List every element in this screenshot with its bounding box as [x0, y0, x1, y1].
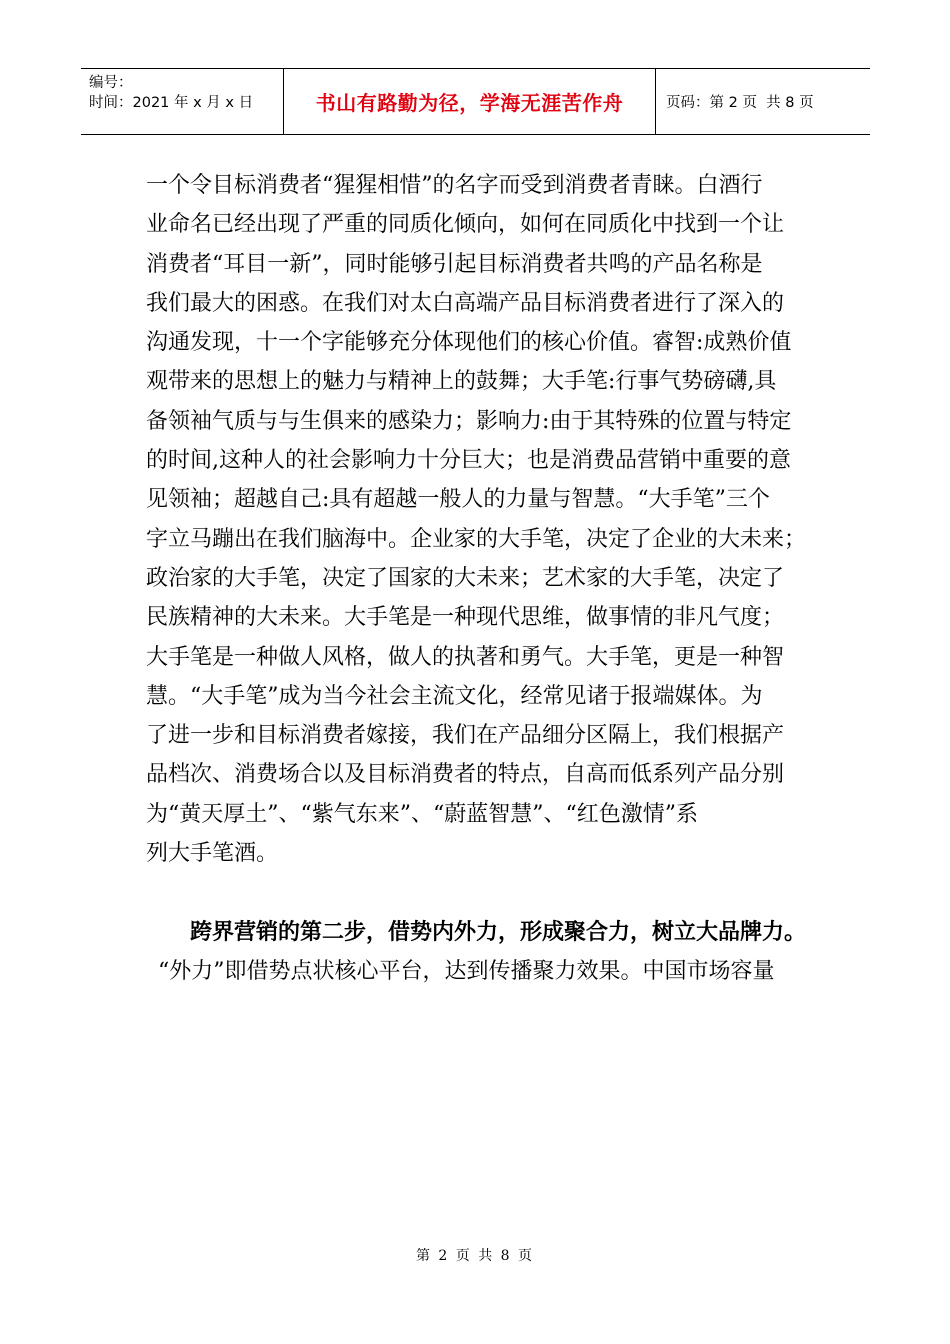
- text-line: 消费者“耳目一新”，同时能够引起目标消费者共鸣的产品名称是: [146, 251, 763, 277]
- text-line: 民族精神的大未来。大手笔是一种现代思维，做事情的非凡气度；: [146, 605, 785, 631]
- section-heading: 跨界营销的第二步，借势内外力，形成聚合力，树立大品牌力。: [190, 918, 807, 945]
- text-line: 的时间,这种人的社会影响力十分巨大；也是消费品营销中重要的意: [146, 448, 791, 474]
- text-line: “外力”即借势点状核心平台，达到传播聚力效果。中国市场容量: [158, 958, 775, 984]
- document-body: [146, 166, 818, 991]
- paragraph-gap: [146, 873, 818, 912]
- text-line: 列大手笔酒。: [146, 841, 279, 867]
- page-header: [81, 68, 870, 135]
- header-page-info: 页码：第 2 页 共 8 页: [666, 95, 814, 111]
- text-line: 见领袖；超越自己:具有超越一般人的力量与智慧。“大手笔”三个: [146, 487, 770, 513]
- text-line: 字立马蹦出在我们脑海中。企业家的大手笔，决定了企业的大未来；: [146, 526, 807, 552]
- text-line: 大手笔是一种做人风格，做人的执著和勇气。大手笔，更是一种智: [146, 644, 785, 670]
- text-line: 沟通发现，十一个字能够充分体现他们的核心价值。睿智:成熟价值: [146, 330, 792, 356]
- text-line: 观带来的思想上的魅力与精神上的鼓舞；大手笔:行事气势磅礴,具: [146, 369, 777, 395]
- text-line: 品档次、消费场合以及目标消费者的特点，自高而低系列产品分别: [146, 762, 785, 788]
- text-line: 为“黄天厚土”、“紫气东来”、“蔚蓝智慧”、“红色激情”系: [146, 801, 698, 827]
- page-footer: 第 2 页 共 8 页: [415, 1248, 535, 1264]
- text-line: 备领袖气质与与生俱来的感染力；影响力:由于其特殊的位置与特定: [146, 408, 792, 434]
- paragraph-2: [146, 952, 818, 991]
- time-label: 时间：2021 年 x 月 x 日: [89, 95, 254, 111]
- text-line: 了进一步和目标消费者嫁接，我们在产品细分区隔上，我们根据产: [146, 723, 785, 749]
- paragraph-1: [146, 166, 818, 873]
- text-line: 我们最大的困惑。在我们对太白高端产品目标消费者进行了深入的: [146, 290, 785, 316]
- text-line: 政治家的大手笔，决定了国家的大未来；艺术家的大手笔，决定了: [146, 565, 785, 591]
- text-line: 业命名已经出现了严重的同质化倾向，如何在同质化中找到一个让: [146, 212, 785, 238]
- text-line: 一个令目标消费者“猩猩相惜”的名字而受到消费者青睐。白酒行: [146, 173, 763, 198]
- serial-label: 编号：: [89, 75, 133, 91]
- header-meta: [81, 69, 284, 134]
- text-line: 慧。“大手笔”成为当今社会主流文化，经常见诸于报端媒体。为: [146, 683, 763, 709]
- header-motto: 书山有路勤为径，学海无涯苦作舟: [284, 69, 656, 134]
